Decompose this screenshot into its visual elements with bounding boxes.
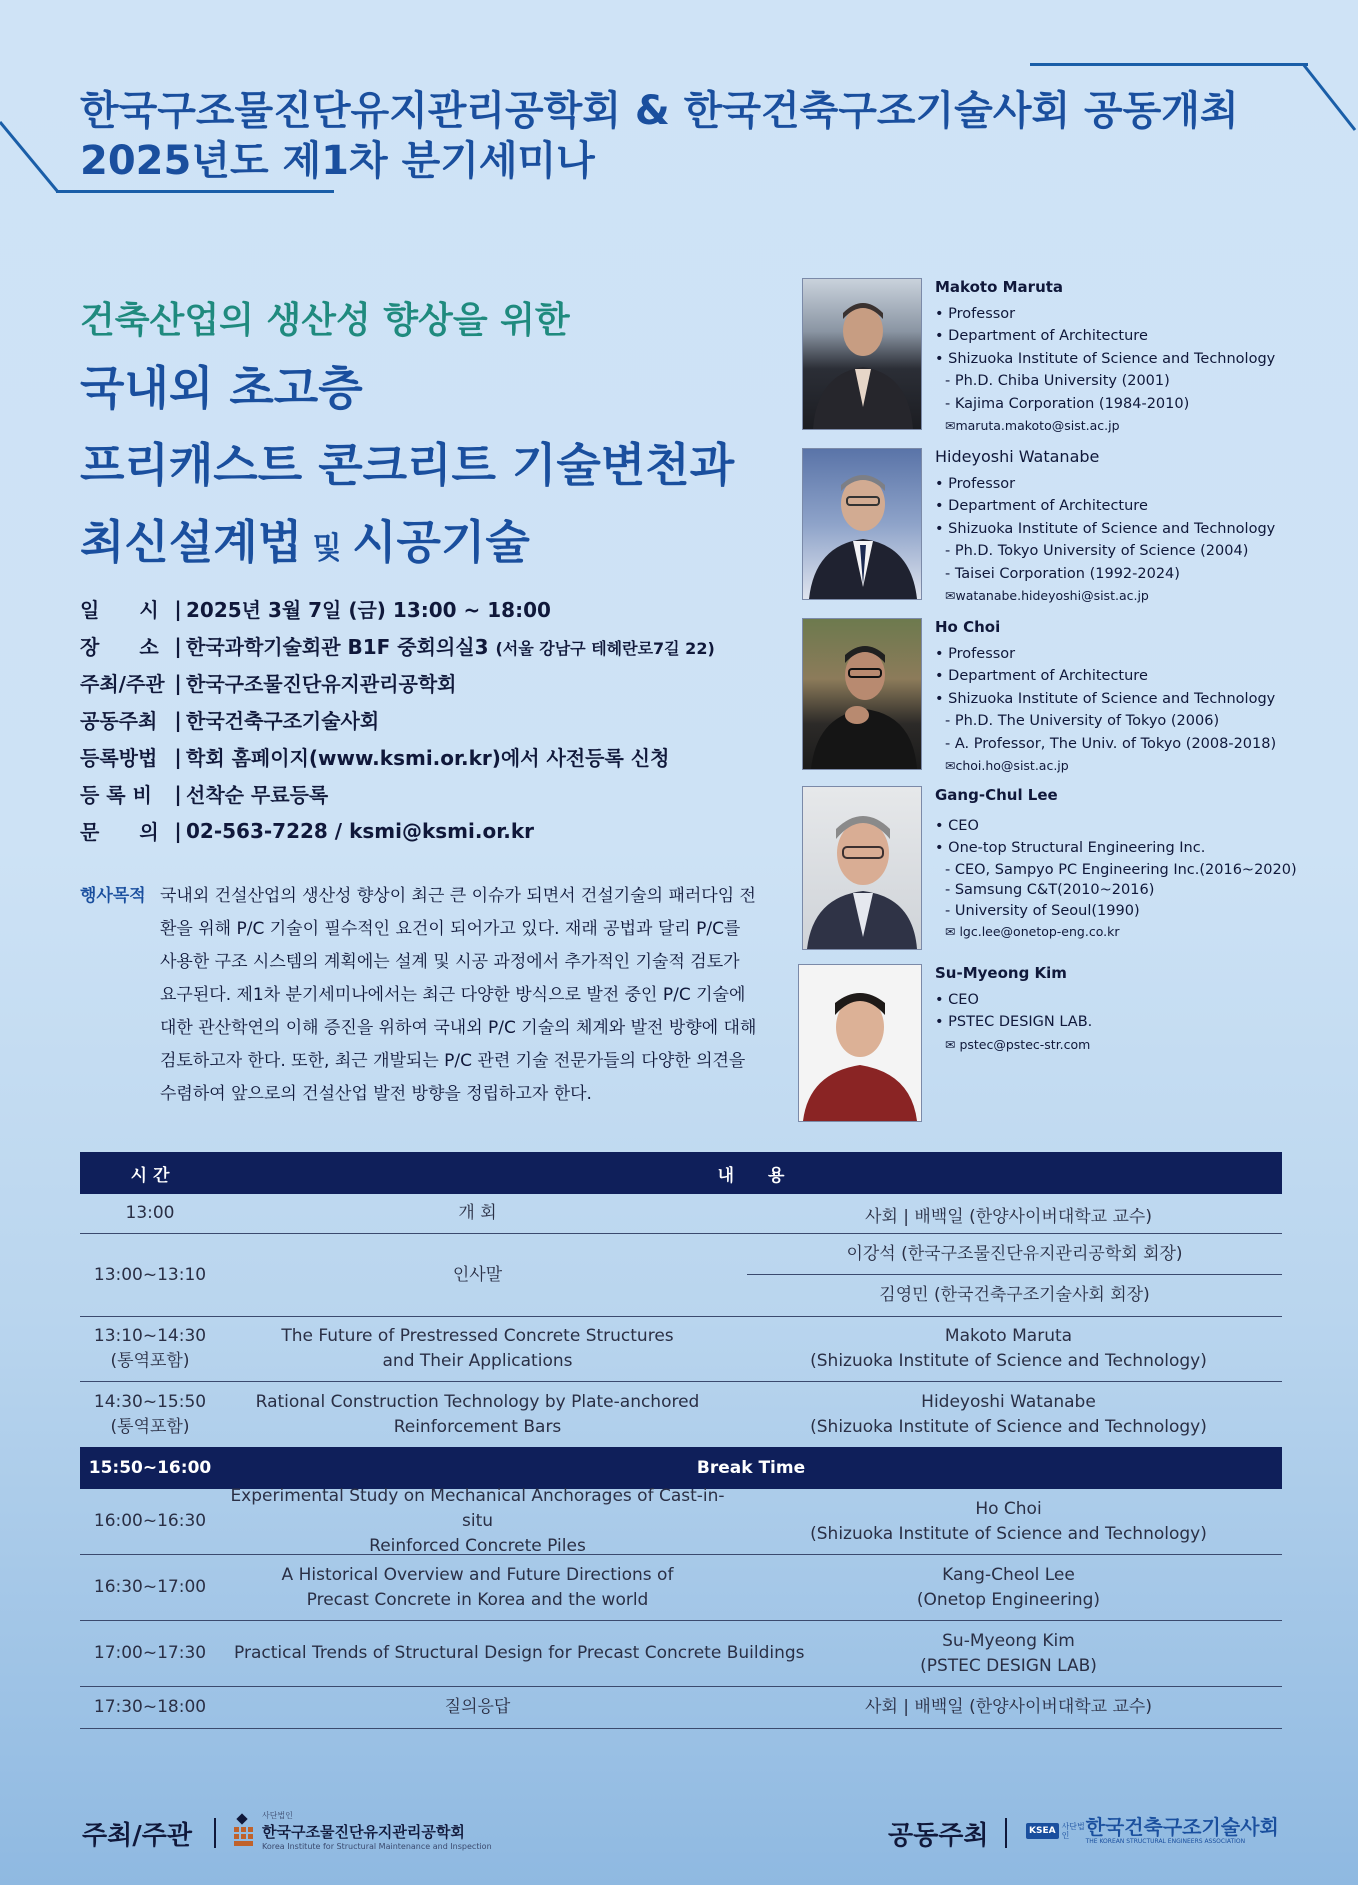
contact-link[interactable]: 02-563-7228 / ksmi@ksmi.or.kr [186,818,534,843]
speaker-email[interactable]: ✉ lgc.lee@onetop-eng.co.kr [945,924,1120,939]
row-title: Rational Construction Technology by Plate-anchored Reinforcement Bars [255,1391,700,1437]
row-time: 15:50~16:00 [88,1458,212,1478]
speaker-details [935,962,1092,1056]
info-row-fee: 등 록 비 | 선착순 무료등록 [80,775,760,812]
info-row-venue: 장 소 | 한국과학기술회관 B1F 중회의실3 (서울 강남구 테헤란로7길 22) [80,627,760,664]
person-silhouette-icon [803,279,921,429]
table-row [80,1621,1282,1687]
speaker-line: • Professor [935,475,1016,492]
table-row [80,1234,1282,1317]
cohost-logo-small: 사단법인 [1061,1821,1085,1840]
row-speaker: Makoto Maruta (Shizuoka Institute of Science and Technology) [810,1326,1207,1371]
seminar-subtitle: 건축산업의 생산성 향상을 위한 [80,300,570,341]
speaker-line: • Professor [935,305,1016,322]
speaker-subline: - Kajima Corporation (1984-2010) [945,395,1190,412]
decorative-corner-left [0,120,62,195]
host-logo-text: 한국구조물진단유지관리공학회 [262,1823,465,1841]
person-silhouette-icon [803,619,921,769]
speaker-line: • CEO [935,817,979,834]
speaker-photo [798,964,922,1122]
table-row [80,1687,1282,1729]
header-line1: 한국구조물진단유지관리공학회 & 한국건축구조기술사회 공동개최 [80,88,1239,134]
row-time: 13:10~14:30 (통역포함) [93,1326,207,1371]
row-time: 17:30~18:00 [93,1697,207,1717]
person-silhouette-icon [803,449,921,599]
speaker-name: Ho Choi [935,618,1001,636]
row-time: 14:30~15:50 (통역포함) [93,1391,207,1437]
cohost-label: 공동주최 [888,1821,989,1851]
speaker-line: • CEO [935,991,979,1008]
row-speaker: Hideyoshi Watanabe (Shizuoka Institute of Science and Technology) [810,1391,1207,1437]
row-time: 13:00~13:10 [93,1264,207,1285]
decorative-corner-right [1300,62,1358,132]
row-title: 인사말 [452,1264,503,1285]
speaker-email[interactable]: ✉ pstec@pstec-str.com [945,1036,1091,1052]
speaker-subline: - Ph.D. Tokyo University of Science (2004) [945,543,1249,559]
info-value: 한국과학기술회관 B1F 중회의실3 [186,635,496,659]
speaker-name: Hideyoshi Watanabe [935,447,1100,466]
title-conjunction: 및 [302,531,353,566]
info-row-cohost: 공동주최 | 한국건축구조기술사회 [80,701,760,738]
speaker-line: • One-top Structural Engineering Inc. [935,840,1206,856]
cohost-logo-english: THE KOREAN STRUCTURAL ENGINEERS ASSOCIATION [1085,1838,1246,1845]
cohost-logo-mark: KSEA [1026,1823,1059,1839]
speaker-line: • PSTEC DESIGN LAB. [935,1014,1093,1030]
row-time: 16:30~17:00 [93,1577,207,1597]
speaker-line: • Shizuoka Institute of Science and Technology [935,520,1276,537]
info-value: 선착순 무료등록 [186,783,329,807]
person-silhouette-icon [803,787,921,949]
speaker-photo [802,278,922,430]
speaker-photo [802,448,922,600]
speaker-photo [802,618,922,770]
title-line3 [80,504,734,587]
row-speaker-line: 이강석 (한국구조물진단유지관리공학회 회장) [747,1234,1282,1275]
info-key: 장 소 [80,635,159,659]
speaker-subline: - Ph.D. The University of Tokyo (2006) [945,713,1220,729]
event-purpose [80,880,760,1111]
speaker-subline: - University of Seoul(1990) [945,902,1140,919]
decorative-line-left [56,190,334,193]
event-info [80,590,760,849]
info-address: (서울 강남구 테헤란로7길 22) [495,639,715,658]
info-row-registration: 등록방법 | 학회 홈페이지(www.ksmi.or.kr)에서 사전등록 신청 [80,738,760,775]
info-key: 일 시 [80,598,159,622]
table-row [80,1194,1282,1234]
row-title: Practical Trends of Structural Design for Precast Concrete Buildings [234,1643,805,1663]
table-row [80,1486,1282,1556]
info-key: 주최/주관 [80,672,165,696]
row-title: Experimental Study on Mechanical Anchorages of Cast-in-situ Reinforced Concrete Piles [230,1486,725,1556]
person-silhouette-icon [799,965,921,1121]
table-row [80,1317,1282,1382]
event-header [80,86,1239,186]
row-speaker-line: 김영민 (한국건축구조기술사회 회장) [879,1285,1150,1305]
purpose-text: 국내외 건설산업의 생산성 향상이 최근 큰 이슈가 되면서 건설기술의 패러다임 전환을 위해 P/C 기술이 필수적인 요건이 되어가고 있다. 재래 공법과 달리 P/C를 사용한 구조 시스템의 계획에는 설계 및 시공 과정에서 추가적인 기술적 검토가 요구된다. 제1차 분기세미나에서는 최근 다양한 방식으로 발전 중인 P/C 기술에 대한 관산학연의 이해 증진을 위하여 국내외 P/C 기술의 체계와 발전 방향에 대해 검토하고자 한다. 또한, 최근 개발되는 P/C 관련 기술 전문가들의 다양한 의견을 수렴하여 앞으로의 건설산업 발전 방향을 정립하고자 한다. [160,886,757,1104]
seminar-title [80,350,734,587]
info-row-contact: 문 의 | 02-563-7228 / ksmi@ksmi.or.kr [80,812,760,849]
header-time: 시 간 [130,1165,170,1186]
title-line3c: 시공기술 [352,515,530,569]
purpose-label: 행사목적 [80,886,146,906]
row-title: A Historical Overview and Future Directions of Precast Concrete in Korea and the world [281,1564,674,1610]
cohost-logo-text: 한국건축구조기술사회 [1085,1815,1279,1839]
header-line2: 2025년도 제1차 분기세미나 [80,138,595,184]
info-key: 등 록 비 [80,783,152,807]
row-time: 17:00~17:30 [93,1643,207,1663]
speaker-email[interactable]: ✉watanabe.hideyoshi@sist.ac.jp [945,588,1149,603]
host-logo-english: Korea Institute for Structural Maintenance and Inspection [262,1842,492,1851]
info-row-date: 일 시 | 2025년 3월 7일 (금) 13:00 ~ 18:00 [80,590,760,627]
row-time: 16:00~16:30 [93,1511,207,1531]
table-row [80,1555,1282,1621]
info-value: 2025년 3월 7일 (금) 13:00 ~ 18:00 [186,598,551,622]
table-row [80,1382,1282,1447]
host-logo-icon [230,1813,258,1849]
row-title: 질의응답 [444,1697,511,1717]
speaker-name: Gang-Chul Lee [935,786,1058,804]
speaker-line: • Professor [935,645,1016,662]
row-speaker: 사회 | 배백일 (한양사이버대학교 교수) [865,1697,1152,1717]
row-title: Break Time [696,1458,806,1478]
footer-divider [1005,1818,1007,1848]
row-speaker: 사회 | 배백일 (한양사이버대학교 교수) [865,1207,1152,1227]
registration-link[interactable]: 학회 홈페이지(www.ksmi.or.kr)에서 사전등록 신청 [186,746,670,770]
speaker-details [935,784,1297,944]
host-logo [230,1810,492,1851]
speaker-line: • Department of Architecture [935,328,1148,344]
speaker-details [935,276,1275,438]
row-time: 13:00 [125,1203,175,1223]
speaker-email[interactable]: ✉choi.ho@sist.ac.jp [945,758,1069,773]
speaker-email[interactable]: ✉maruta.makoto@sist.ac.jp [945,418,1120,433]
speaker-line: • Department of Architecture [935,498,1148,514]
row-speaker: Su-Myeong Kim (PSTEC DESIGN LAB) [920,1630,1097,1676]
speaker-line: • Shizuoka Institute of Science and Technology [935,350,1276,367]
info-value: 한국구조물진단유지관리공학회 [186,672,457,696]
speaker-details [935,446,1275,608]
info-key: 공동주최 [80,709,158,733]
schedule-table [80,1152,1282,1729]
speaker-details [935,616,1276,778]
info-key: 등록방법 [80,746,158,770]
row-title: 개 회 [458,1203,497,1223]
speaker-subline: - Ph.D. Chiba University (2001) [945,373,1170,389]
row-title: The Future of Prestressed Concrete Structures and Their Applications [281,1326,674,1371]
host-label: 주최/주관 [82,1821,192,1851]
info-row-host: 주최/주관 | 한국구조물진단유지관리공학회 [80,664,760,701]
row-speaker: Kang-Cheol Lee (Onetop Engineering) [916,1564,1101,1610]
title-line3a: 최신설계법 [80,515,303,569]
info-key: 문 의 [80,820,159,844]
footer-divider [214,1818,216,1848]
speaker-subline: - CEO, Sampyo PC Engineering Inc.(2016~2020) [945,861,1297,878]
host-logo-small: 사단법인 [262,1811,293,1820]
info-value: 한국건축구조기술사회 [186,709,380,733]
decorative-line-top-right [1030,63,1308,66]
header-content: 내 용 [717,1165,785,1186]
speaker-photo [802,786,922,950]
speaker-line: • Department of Architecture [935,668,1148,684]
speaker-line: • Shizuoka Institute of Science and Technology [935,690,1276,707]
speaker-name: Su-Myeong Kim [935,964,1067,982]
speaker-subline: - Samsung C&T(2010~2016) [945,882,1155,898]
speaker-subline: - A. Professor, The Univ. of Tokyo (2008-2018) [945,735,1277,752]
cohost-logo [1026,1816,1279,1845]
row-speaker [735,1234,1282,1316]
speaker-subline: - Taisei Corporation (1992-2024) [945,565,1180,582]
speaker-name: Makoto Maruta [935,278,1064,296]
title-line1: 국내외 초고층 [80,361,363,415]
break-row [80,1447,1282,1489]
title-line2: 프리캐스트 콘크리트 기술변천과 [80,438,735,492]
row-speaker: Ho Choi (Shizuoka Institute of Science and Technology) [810,1498,1207,1544]
schedule-header [80,1152,1282,1194]
